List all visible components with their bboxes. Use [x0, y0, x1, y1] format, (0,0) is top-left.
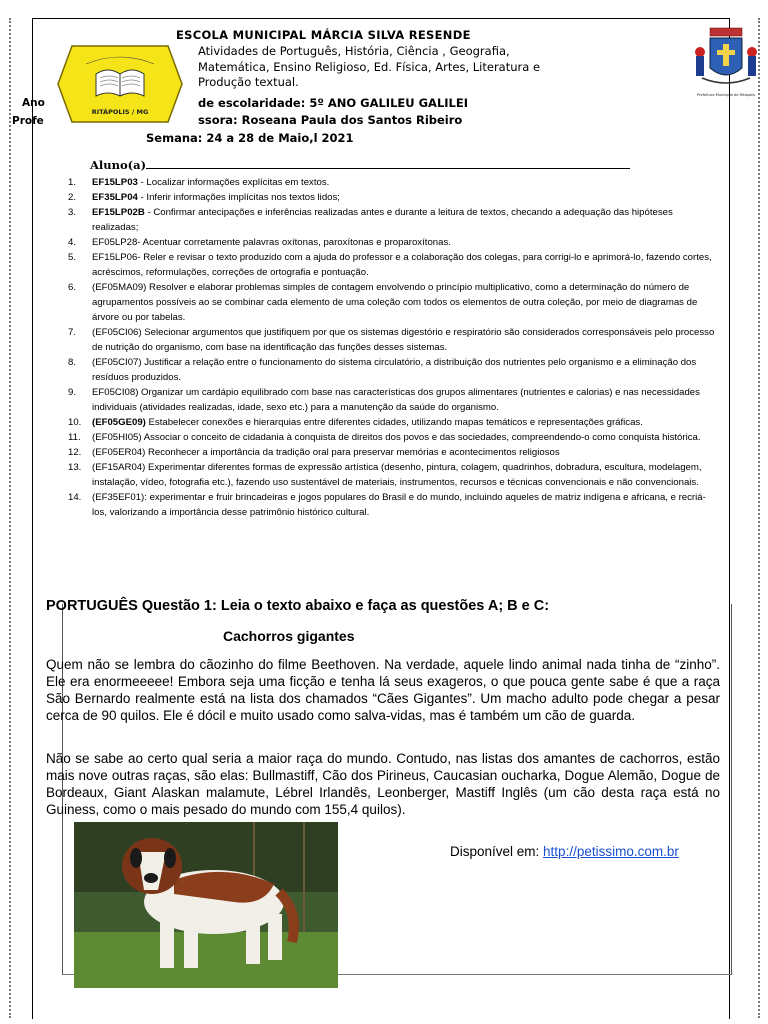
skill-code: EF15LP02B: [92, 207, 145, 218]
skills-list: [60, 175, 720, 520]
skill-text: EF05CI08) Organizar um cardápio equilibrado com base nas características dos grupos alimentares (nutrientes e calorias) e nas necessidades individuais (atividades realizadas, idade, sexo etc.) para a manutenção da saúde do organismo.: [92, 387, 700, 413]
skill-text: - Localizar informações explícitas em textos.: [137, 177, 330, 188]
skill-text: (EF05HI05) Associar o conceito de cidadania à conquista de direitos dos povos e das sociedades, compreendendo-o como conquista histórica.: [92, 432, 701, 443]
list-number: 11.: [68, 432, 81, 443]
saint-bernard-photo: [74, 822, 338, 988]
right-margin-dots: [758, 18, 760, 1018]
logo-city-text: RITÁPOLIS / MG: [91, 108, 149, 116]
student-name-line: [146, 159, 630, 169]
teacher-line: ssora: Roseana Paula dos Santos Ribeiro: [198, 113, 463, 127]
skill-text: - Confirmar antecipações e inferências realizadas antes e durante a leitura de textos, checando a adequação das hipóteses realizadas;: [92, 207, 673, 233]
list-item: [60, 415, 720, 430]
skill-code: (EF05GE09): [92, 417, 146, 428]
skill-text: (EF15AR04) Experimentar diferentes formas de expressão artística (desenho, pintura, colagem, quadrinhos, dobradura, escultura, modelagem, instalação, vídeo, fotografia etc.), fazendo uso sustentável de materiais, instrumentos, recursos e técnicas convencionais e não convencionais.: [92, 462, 702, 488]
list-item: [60, 385, 720, 415]
list-number: 13.: [68, 462, 82, 473]
list-item: [60, 235, 720, 250]
list-number: 4.: [68, 237, 77, 248]
list-item: [60, 355, 720, 385]
source-citation: [450, 844, 679, 859]
skill-code: EF35LP04: [92, 192, 138, 203]
skill-text: (EF05MA09) Resolver e elaborar problemas simples de contagem envolvendo o princípio multiplicativo, como a determinação do número de agrupamentos possíveis ao se combinar cada elemento de uma coleção com todos os elementos de outra coleção, por meio de diagramas de árvore ou por tabelas.: [92, 282, 698, 323]
list-item: [60, 460, 720, 490]
list-number: 3.: [68, 207, 77, 218]
left-margin-dots: [9, 18, 11, 1018]
week-line: Semana: 24 a 28 de Maio,l 2021: [146, 131, 354, 145]
skill-text: EF05LP28- Acentuar corretamente palavras oxítonas, paroxítonas e proparoxítonas.: [92, 237, 451, 248]
city-crest: [690, 26, 762, 102]
skill-text: (EF35EF01): experimentar e fruir brincadeiras e jogos populares do Brasil e do mundo, incluindo aqueles de matriz indígena e africana, e recriá-los, valorizando a importância desse patrimônio histórico cultural.: [92, 492, 706, 518]
skill-text: (EF05ER04) Reconhecer a importância da tradição oral para preservar memórias e acontecimentos religiosos: [92, 447, 560, 458]
school-logo: [56, 44, 184, 124]
list-item: [60, 430, 720, 445]
skill-text: Estabelecer conexões e hierarquias entre diferentes cidades, utilizando mapas temáticos e representações gráficas.: [145, 417, 643, 428]
list-number: 9.: [68, 387, 77, 398]
list-number: 12.: [68, 447, 82, 458]
ano-fragment: Ano: [22, 97, 45, 109]
list-number: 7.: [68, 327, 77, 338]
list-item: [60, 445, 720, 460]
list-item: [60, 190, 720, 205]
paragraph-1: Quem não se lembra do cãozinho do filme Beethoven. Na verdade, aquele lindo animal nada tinha de “zinho”. Ele era enormeeeee! Embora seja uma ficção e tenha lá seus exageros, o que pouca gente sabe é que a raça São Bernardo realmente está na lista dos chamados “Cães Gigantes”. Um macho adulto pode chegar a pesar cerca de 90 quilos. Ele é dócil e muito usado como salva-vidas, mas é também um cão de guarda.: [46, 657, 720, 723]
list-number: 5.: [68, 252, 77, 263]
list-number: 10.: [68, 417, 82, 428]
text-title: Cachorros gigantes: [223, 628, 355, 644]
list-number: 14.: [68, 492, 82, 503]
student-label: Aluno(a): [90, 158, 147, 172]
list-number: 6.: [68, 282, 77, 293]
list-number: 8.: [68, 357, 77, 368]
student-name-field[interactable]: [90, 158, 630, 172]
skill-text: (EF05CI06) Selecionar argumentos que justifiquem por que os sistemas digestório e respiratório são considerados corresponsáveis pelo processo de nutrição do organismo, com base na identificação das funções desses sistemas.: [92, 327, 715, 353]
skill-code: EF15LP03: [92, 177, 138, 188]
skill-text: (EF05CI07) Justificar a relação entre o funcionamento do sistema circulatório, a distribuição dos nutrientes pelo organismo e a eliminação dos resíduos produzidos.: [92, 357, 697, 383]
source-link[interactable]: http://petissimo.com.br: [543, 844, 679, 859]
source-label: Disponível em:: [450, 844, 544, 859]
crest-caption: Prefeitura Municipal de Ritápolis: [696, 93, 756, 97]
list-item: [60, 280, 720, 325]
subjects-list: Atividades de Português, História, Ciência , Geografia, Matemática, Ensino Religioso, Ed. Física, Artes, Literatura e Produção textual.: [198, 44, 541, 89]
list-number: 2.: [68, 192, 77, 203]
paragraph-2: Não se sabe ao certo qual seria a maior raça do mundo. Contudo, nas listas dos amantes de cachorros, estão mais nove outras raças, são elas: Bullmastiff, Cão dos Pirineus, Caucasian oucharka, Dogue Alemão, Dogue de Bordeaux, Giant Alaskan malamute, Lébrel Irlandês, Leonberger, Mastiff Inglês (um cão desta raça está no Guiness, como o mais pesado do mundo com 155,4 quilos).: [46, 751, 720, 817]
list-item: [60, 490, 720, 520]
list-item: [60, 250, 720, 280]
list-number: 1.: [68, 177, 77, 188]
prof-fragment: Profe: [12, 115, 44, 127]
question-title: PORTUGUÊS Questão 1: Leia o texto abaixo e faça as questões A; B e C:: [46, 598, 550, 614]
grade-line: de escolaridade: 5º ANO GALILEU GALILEI: [198, 96, 469, 110]
list-item: [60, 175, 720, 190]
skill-text: - Inferir informações implícitas nos textos lidos;: [137, 192, 340, 203]
skill-text: EF15LP06- Reler e revisar o texto produzido com a ajuda do professor e a colaboração dos colegas, para corrigi-lo e aprimorá-lo, fazendo cortes, acréscimos, reformulações, correções de ortografia e pontuação.: [92, 252, 712, 278]
list-item: [60, 205, 720, 235]
list-item: [60, 325, 720, 355]
school-name: ESCOLA MUNICIPAL MÁRCIA SILVA RESENDE: [176, 28, 471, 42]
